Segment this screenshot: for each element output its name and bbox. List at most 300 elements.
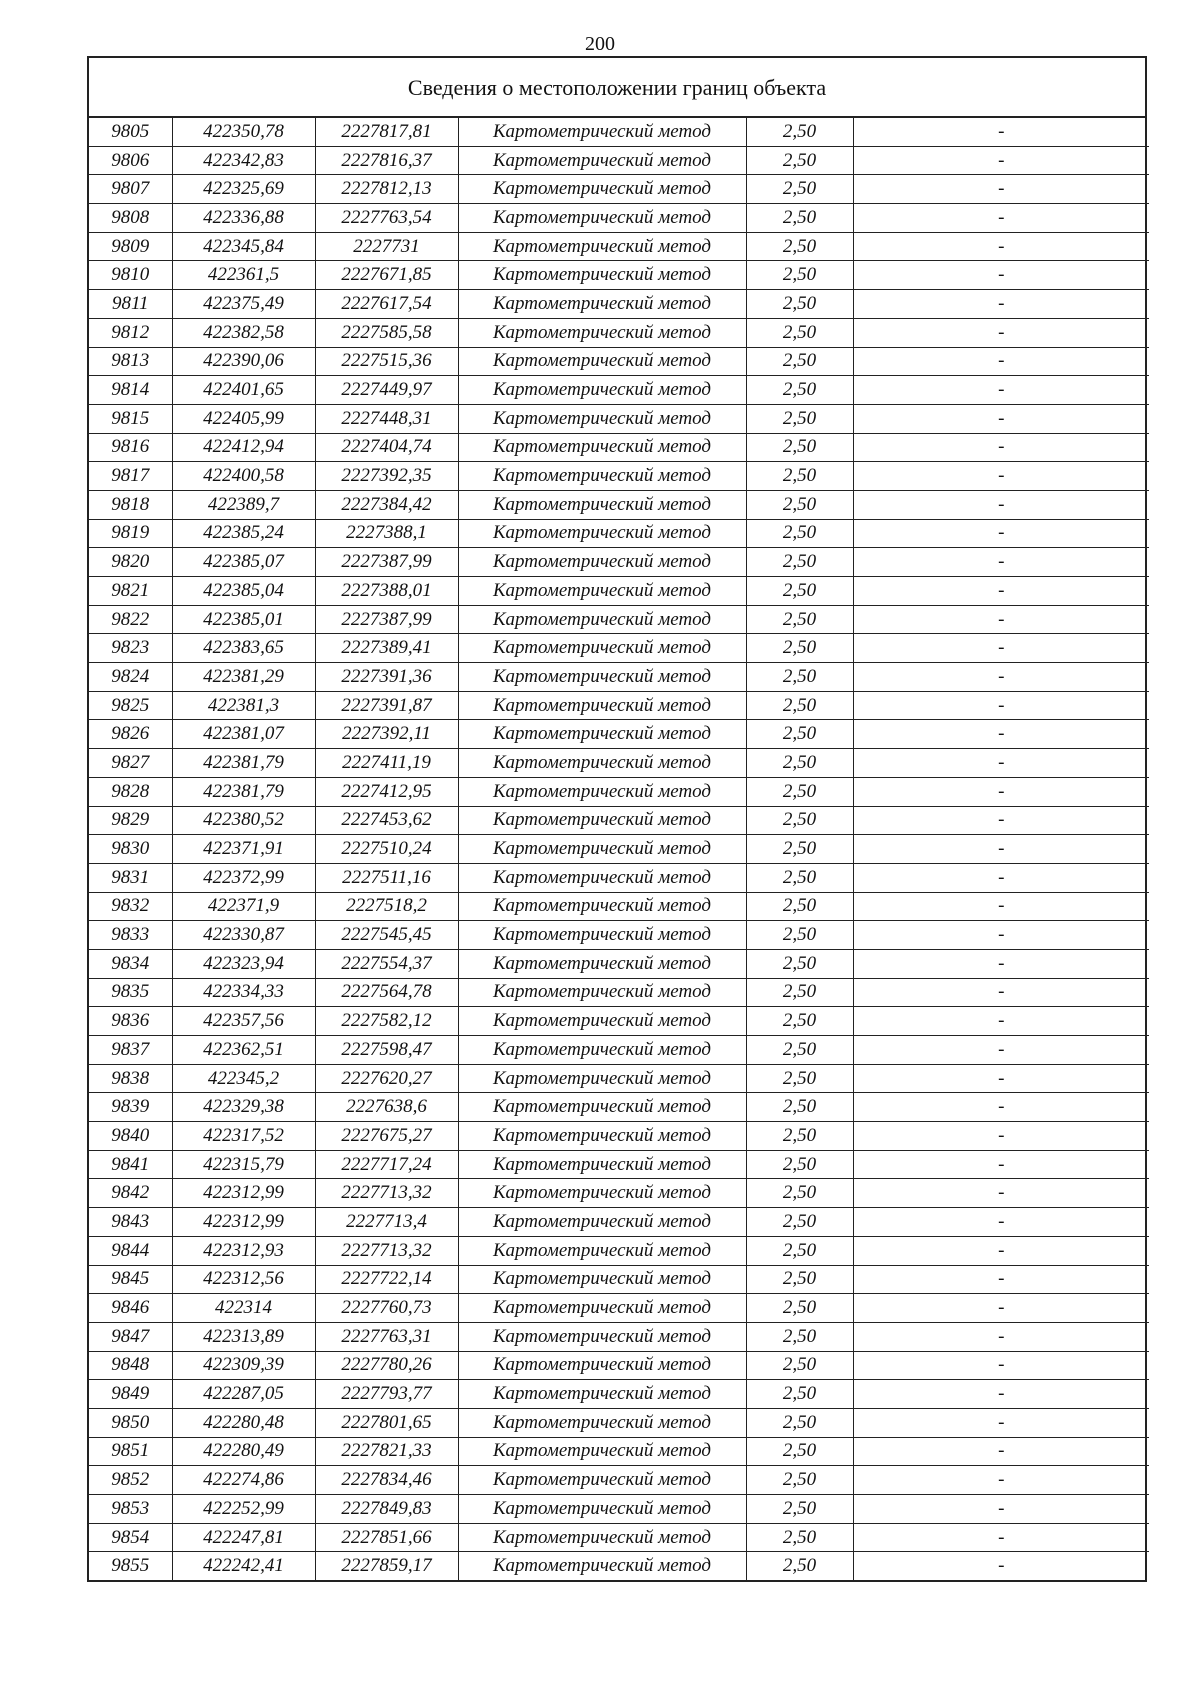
y-coordinate-cell: 2227387,99: [315, 548, 458, 577]
method-cell: Картометрический метод: [458, 519, 746, 548]
x-coordinate-cell: 422383,65: [172, 634, 315, 663]
accuracy-cell: 2,50: [746, 663, 853, 692]
y-coordinate-cell: 2227582,12: [315, 1007, 458, 1036]
point-number-cell: 9813: [89, 347, 172, 376]
table-row: [89, 1322, 1149, 1351]
accuracy-cell: 2,50: [746, 1093, 853, 1122]
x-coordinate-cell: 422317,52: [172, 1122, 315, 1151]
x-coordinate-cell: 422330,87: [172, 921, 315, 950]
x-coordinate-cell: 422280,48: [172, 1408, 315, 1437]
table-row: [89, 863, 1149, 892]
table-row: [89, 1380, 1149, 1409]
x-coordinate-cell: 422323,94: [172, 949, 315, 978]
x-coordinate-cell: 422314: [172, 1294, 315, 1323]
x-coordinate-cell: 422309,39: [172, 1351, 315, 1380]
method-cell: Картометрический метод: [458, 777, 746, 806]
table-body: [89, 118, 1149, 1580]
note-cell: -: [853, 1122, 1149, 1151]
y-coordinate-cell: 2227821,33: [315, 1437, 458, 1466]
y-coordinate-cell: 2227453,62: [315, 806, 458, 835]
x-coordinate-cell: 422342,83: [172, 146, 315, 175]
x-coordinate-cell: 422375,49: [172, 290, 315, 319]
point-number-cell: 9831: [89, 863, 172, 892]
y-coordinate-cell: 2227515,36: [315, 347, 458, 376]
y-coordinate-cell: 2227717,24: [315, 1150, 458, 1179]
y-coordinate-cell: 2227722,14: [315, 1265, 458, 1294]
table-row: [89, 634, 1149, 663]
accuracy-cell: 2,50: [746, 1208, 853, 1237]
accuracy-cell: 2,50: [746, 1179, 853, 1208]
accuracy-cell: 2,50: [746, 1036, 853, 1065]
point-number-cell: 9807: [89, 175, 172, 204]
note-cell: -: [853, 1064, 1149, 1093]
note-cell: -: [853, 318, 1149, 347]
point-number-cell: 9810: [89, 261, 172, 290]
accuracy-cell: 2,50: [746, 204, 853, 233]
accuracy-cell: 2,50: [746, 1150, 853, 1179]
point-number-cell: 9811: [89, 290, 172, 319]
table-row: [89, 204, 1149, 233]
coordinates-table: [89, 118, 1149, 1580]
method-cell: Картометрический метод: [458, 577, 746, 606]
point-number-cell: 9816: [89, 433, 172, 462]
point-number-cell: 9830: [89, 835, 172, 864]
y-coordinate-cell: 2227817,81: [315, 118, 458, 146]
point-number-cell: 9815: [89, 404, 172, 433]
point-number-cell: 9818: [89, 490, 172, 519]
point-number-cell: 9814: [89, 376, 172, 405]
table-row: [89, 261, 1149, 290]
method-cell: Картометрический метод: [458, 232, 746, 261]
x-coordinate-cell: 422381,29: [172, 663, 315, 692]
accuracy-cell: 2,50: [746, 490, 853, 519]
y-coordinate-cell: 2227389,41: [315, 634, 458, 663]
point-number-cell: 9828: [89, 777, 172, 806]
note-cell: -: [853, 290, 1149, 319]
method-cell: Картометрический метод: [458, 1007, 746, 1036]
y-coordinate-cell: 2227585,58: [315, 318, 458, 347]
table-row: [89, 1265, 1149, 1294]
table-row: [89, 404, 1149, 433]
note-cell: -: [853, 261, 1149, 290]
y-coordinate-cell: 2227638,6: [315, 1093, 458, 1122]
accuracy-cell: 2,50: [746, 749, 853, 778]
table-row: [89, 118, 1149, 146]
accuracy-cell: 2,50: [746, 290, 853, 319]
method-cell: Картометрический метод: [458, 892, 746, 921]
method-cell: Картометрический метод: [458, 1208, 746, 1237]
note-cell: -: [853, 634, 1149, 663]
method-cell: Картометрический метод: [458, 1495, 746, 1524]
x-coordinate-cell: 422389,7: [172, 490, 315, 519]
table-row: [89, 490, 1149, 519]
table-row: [89, 835, 1149, 864]
note-cell: -: [853, 1437, 1149, 1466]
x-coordinate-cell: 422312,99: [172, 1179, 315, 1208]
method-cell: Картометрический метод: [458, 462, 746, 491]
note-cell: -: [853, 490, 1149, 519]
y-coordinate-cell: 2227620,27: [315, 1064, 458, 1093]
accuracy-cell: 2,50: [746, 347, 853, 376]
y-coordinate-cell: 2227713,32: [315, 1236, 458, 1265]
point-number-cell: 9834: [89, 949, 172, 978]
table-row: [89, 1150, 1149, 1179]
method-cell: Картометрический метод: [458, 1064, 746, 1093]
method-cell: Картометрический метод: [458, 1351, 746, 1380]
table-row: [89, 1007, 1149, 1036]
accuracy-cell: 2,50: [746, 318, 853, 347]
note-cell: -: [853, 433, 1149, 462]
note-cell: -: [853, 347, 1149, 376]
x-coordinate-cell: 422371,9: [172, 892, 315, 921]
point-number-cell: 9848: [89, 1351, 172, 1380]
x-coordinate-cell: 422390,06: [172, 347, 315, 376]
table-row: [89, 663, 1149, 692]
x-coordinate-cell: 422325,69: [172, 175, 315, 204]
y-coordinate-cell: 2227834,46: [315, 1466, 458, 1495]
accuracy-cell: 2,50: [746, 577, 853, 606]
accuracy-cell: 2,50: [746, 1064, 853, 1093]
method-cell: Картометрический метод: [458, 1122, 746, 1151]
y-coordinate-cell: 2227671,85: [315, 261, 458, 290]
note-cell: -: [853, 548, 1149, 577]
point-number-cell: 9826: [89, 720, 172, 749]
y-coordinate-cell: 2227511,16: [315, 863, 458, 892]
note-cell: -: [853, 1523, 1149, 1552]
table-row: [89, 806, 1149, 835]
method-cell: Картометрический метод: [458, 404, 746, 433]
x-coordinate-cell: 422385,04: [172, 577, 315, 606]
accuracy-cell: 2,50: [746, 1552, 853, 1580]
method-cell: Картометрический метод: [458, 749, 746, 778]
note-cell: -: [853, 204, 1149, 233]
boundary-table: [87, 56, 1147, 1582]
point-number-cell: 9841: [89, 1150, 172, 1179]
note-cell: -: [853, 949, 1149, 978]
y-coordinate-cell: 2227801,65: [315, 1408, 458, 1437]
note-cell: -: [853, 404, 1149, 433]
y-coordinate-cell: 2227388,1: [315, 519, 458, 548]
table-row: [89, 462, 1149, 491]
accuracy-cell: 2,50: [746, 1351, 853, 1380]
method-cell: Картометрический метод: [458, 1466, 746, 1495]
point-number-cell: 9809: [89, 232, 172, 261]
table-row: [89, 1093, 1149, 1122]
accuracy-cell: 2,50: [746, 1437, 853, 1466]
table-row: [89, 1552, 1149, 1580]
note-cell: -: [853, 605, 1149, 634]
method-cell: Картометрический метод: [458, 175, 746, 204]
note-cell: -: [853, 1495, 1149, 1524]
y-coordinate-cell: 2227545,45: [315, 921, 458, 950]
x-coordinate-cell: 422381,79: [172, 777, 315, 806]
x-coordinate-cell: 422412,94: [172, 433, 315, 462]
point-number-cell: 9853: [89, 1495, 172, 1524]
method-cell: Картометрический метод: [458, 691, 746, 720]
table-row: [89, 1208, 1149, 1237]
table-row: [89, 1351, 1149, 1380]
accuracy-cell: 2,50: [746, 146, 853, 175]
y-coordinate-cell: 2227554,37: [315, 949, 458, 978]
x-coordinate-cell: 422380,52: [172, 806, 315, 835]
point-number-cell: 9833: [89, 921, 172, 950]
point-number-cell: 9840: [89, 1122, 172, 1151]
x-coordinate-cell: 422372,99: [172, 863, 315, 892]
accuracy-cell: 2,50: [746, 118, 853, 146]
x-coordinate-cell: 422312,93: [172, 1236, 315, 1265]
table-row: [89, 1122, 1149, 1151]
x-coordinate-cell: 422361,5: [172, 261, 315, 290]
y-coordinate-cell: 2227763,31: [315, 1322, 458, 1351]
method-cell: Картометрический метод: [458, 1236, 746, 1265]
note-cell: -: [853, 835, 1149, 864]
point-number-cell: 9806: [89, 146, 172, 175]
point-number-cell: 9851: [89, 1437, 172, 1466]
x-coordinate-cell: 422242,41: [172, 1552, 315, 1580]
method-cell: Картометрический метод: [458, 146, 746, 175]
x-coordinate-cell: 422350,78: [172, 118, 315, 146]
table-row: [89, 749, 1149, 778]
x-coordinate-cell: 422287,05: [172, 1380, 315, 1409]
x-coordinate-cell: 422405,99: [172, 404, 315, 433]
point-number-cell: 9825: [89, 691, 172, 720]
method-cell: Картометрический метод: [458, 1552, 746, 1580]
x-coordinate-cell: 422381,79: [172, 749, 315, 778]
note-cell: -: [853, 175, 1149, 204]
accuracy-cell: 2,50: [746, 605, 853, 634]
table-row: [89, 290, 1149, 319]
accuracy-cell: 2,50: [746, 404, 853, 433]
accuracy-cell: 2,50: [746, 1294, 853, 1323]
accuracy-cell: 2,50: [746, 1408, 853, 1437]
table-row: [89, 519, 1149, 548]
table-row: [89, 1523, 1149, 1552]
table-row: [89, 146, 1149, 175]
x-coordinate-cell: 422371,91: [172, 835, 315, 864]
accuracy-cell: 2,50: [746, 1007, 853, 1036]
accuracy-cell: 2,50: [746, 835, 853, 864]
x-coordinate-cell: 422252,99: [172, 1495, 315, 1524]
note-cell: -: [853, 577, 1149, 606]
table-row: [89, 347, 1149, 376]
note-cell: -: [853, 232, 1149, 261]
accuracy-cell: 2,50: [746, 261, 853, 290]
method-cell: Картометрический метод: [458, 1408, 746, 1437]
table-title: Сведения о местоположении границ объекта: [89, 58, 1145, 118]
method-cell: Картометрический метод: [458, 863, 746, 892]
point-number-cell: 9847: [89, 1322, 172, 1351]
x-coordinate-cell: 422312,99: [172, 1208, 315, 1237]
note-cell: -: [853, 777, 1149, 806]
note-cell: -: [853, 1007, 1149, 1036]
point-number-cell: 9824: [89, 663, 172, 692]
method-cell: Картометрический метод: [458, 204, 746, 233]
x-coordinate-cell: 422329,38: [172, 1093, 315, 1122]
y-coordinate-cell: 2227812,13: [315, 175, 458, 204]
y-coordinate-cell: 2227617,54: [315, 290, 458, 319]
x-coordinate-cell: 422247,81: [172, 1523, 315, 1552]
method-cell: Картометрический метод: [458, 605, 746, 634]
method-cell: Картометрический метод: [458, 1265, 746, 1294]
y-coordinate-cell: 2227816,37: [315, 146, 458, 175]
note-cell: -: [853, 1294, 1149, 1323]
point-number-cell: 9855: [89, 1552, 172, 1580]
accuracy-cell: 2,50: [746, 1466, 853, 1495]
x-coordinate-cell: 422385,07: [172, 548, 315, 577]
y-coordinate-cell: 2227731: [315, 232, 458, 261]
method-cell: Картометрический метод: [458, 376, 746, 405]
y-coordinate-cell: 2227388,01: [315, 577, 458, 606]
x-coordinate-cell: 422313,89: [172, 1322, 315, 1351]
point-number-cell: 9805: [89, 118, 172, 146]
accuracy-cell: 2,50: [746, 863, 853, 892]
method-cell: Картометрический метод: [458, 1322, 746, 1351]
accuracy-cell: 2,50: [746, 921, 853, 950]
point-number-cell: 9827: [89, 749, 172, 778]
method-cell: Картометрический метод: [458, 978, 746, 1007]
x-coordinate-cell: 422400,58: [172, 462, 315, 491]
method-cell: Картометрический метод: [458, 118, 746, 146]
y-coordinate-cell: 2227859,17: [315, 1552, 458, 1580]
accuracy-cell: 2,50: [746, 1495, 853, 1524]
note-cell: -: [853, 146, 1149, 175]
method-cell: Картометрический метод: [458, 1179, 746, 1208]
y-coordinate-cell: 2227675,27: [315, 1122, 458, 1151]
note-cell: -: [853, 1093, 1149, 1122]
point-number-cell: 9837: [89, 1036, 172, 1065]
table-row: [89, 175, 1149, 204]
point-number-cell: 9850: [89, 1408, 172, 1437]
accuracy-cell: 2,50: [746, 720, 853, 749]
x-coordinate-cell: 422345,2: [172, 1064, 315, 1093]
point-number-cell: 9829: [89, 806, 172, 835]
accuracy-cell: 2,50: [746, 232, 853, 261]
table-row: [89, 1466, 1149, 1495]
accuracy-cell: 2,50: [746, 1322, 853, 1351]
y-coordinate-cell: 2227564,78: [315, 978, 458, 1007]
y-coordinate-cell: 2227412,95: [315, 777, 458, 806]
y-coordinate-cell: 2227849,83: [315, 1495, 458, 1524]
x-coordinate-cell: 422362,51: [172, 1036, 315, 1065]
table-row: [89, 376, 1149, 405]
x-coordinate-cell: 422334,33: [172, 978, 315, 1007]
accuracy-cell: 2,50: [746, 691, 853, 720]
note-cell: -: [853, 1380, 1149, 1409]
point-number-cell: 9820: [89, 548, 172, 577]
note-cell: -: [853, 663, 1149, 692]
method-cell: Картометрический метод: [458, 806, 746, 835]
table-row: [89, 318, 1149, 347]
method-cell: Картометрический метод: [458, 1523, 746, 1552]
note-cell: -: [853, 921, 1149, 950]
y-coordinate-cell: 2227448,31: [315, 404, 458, 433]
y-coordinate-cell: 2227404,74: [315, 433, 458, 462]
table-row: [89, 232, 1149, 261]
note-cell: -: [853, 519, 1149, 548]
point-number-cell: 9852: [89, 1466, 172, 1495]
note-cell: -: [853, 892, 1149, 921]
accuracy-cell: 2,50: [746, 634, 853, 663]
method-cell: Картометрический метод: [458, 347, 746, 376]
point-number-cell: 9812: [89, 318, 172, 347]
method-cell: Картометрический метод: [458, 261, 746, 290]
point-number-cell: 9819: [89, 519, 172, 548]
y-coordinate-cell: 2227391,36: [315, 663, 458, 692]
x-coordinate-cell: 422345,84: [172, 232, 315, 261]
method-cell: Картометрический метод: [458, 290, 746, 319]
note-cell: -: [853, 1408, 1149, 1437]
point-number-cell: 9836: [89, 1007, 172, 1036]
note-cell: -: [853, 1179, 1149, 1208]
y-coordinate-cell: 2227598,47: [315, 1036, 458, 1065]
x-coordinate-cell: 422382,58: [172, 318, 315, 347]
accuracy-cell: 2,50: [746, 806, 853, 835]
point-number-cell: 9839: [89, 1093, 172, 1122]
table-row: [89, 1064, 1149, 1093]
point-number-cell: 9835: [89, 978, 172, 1007]
x-coordinate-cell: 422274,86: [172, 1466, 315, 1495]
method-cell: Картометрический метод: [458, 1093, 746, 1122]
note-cell: -: [853, 863, 1149, 892]
table-row: [89, 548, 1149, 577]
note-cell: -: [853, 462, 1149, 491]
y-coordinate-cell: 2227760,73: [315, 1294, 458, 1323]
point-number-cell: 9846: [89, 1294, 172, 1323]
point-number-cell: 9854: [89, 1523, 172, 1552]
y-coordinate-cell: 2227851,66: [315, 1523, 458, 1552]
table-row: [89, 1495, 1149, 1524]
x-coordinate-cell: 422315,79: [172, 1150, 315, 1179]
x-coordinate-cell: 422385,01: [172, 605, 315, 634]
x-coordinate-cell: 422280,49: [172, 1437, 315, 1466]
table-row: [89, 1408, 1149, 1437]
y-coordinate-cell: 2227449,97: [315, 376, 458, 405]
x-coordinate-cell: 422381,3: [172, 691, 315, 720]
x-coordinate-cell: 422357,56: [172, 1007, 315, 1036]
note-cell: -: [853, 376, 1149, 405]
accuracy-cell: 2,50: [746, 519, 853, 548]
table-row: [89, 978, 1149, 1007]
table-row: [89, 577, 1149, 606]
point-number-cell: 9845: [89, 1265, 172, 1294]
point-number-cell: 9843: [89, 1208, 172, 1237]
point-number-cell: 9838: [89, 1064, 172, 1093]
x-coordinate-cell: 422401,65: [172, 376, 315, 405]
x-coordinate-cell: 422312,56: [172, 1265, 315, 1294]
y-coordinate-cell: 2227387,99: [315, 605, 458, 634]
accuracy-cell: 2,50: [746, 175, 853, 204]
accuracy-cell: 2,50: [746, 1265, 853, 1294]
x-coordinate-cell: 422381,07: [172, 720, 315, 749]
table-row: [89, 921, 1149, 950]
point-number-cell: 9817: [89, 462, 172, 491]
method-cell: Картометрический метод: [458, 949, 746, 978]
table-row: [89, 1036, 1149, 1065]
method-cell: Картометрический метод: [458, 663, 746, 692]
y-coordinate-cell: 2227392,11: [315, 720, 458, 749]
table-row: [89, 720, 1149, 749]
note-cell: -: [853, 1322, 1149, 1351]
table-row: [89, 1236, 1149, 1265]
method-cell: Картометрический метод: [458, 1036, 746, 1065]
note-cell: -: [853, 1150, 1149, 1179]
point-number-cell: 9822: [89, 605, 172, 634]
note-cell: -: [853, 1236, 1149, 1265]
y-coordinate-cell: 2227713,32: [315, 1179, 458, 1208]
table-row: [89, 1294, 1149, 1323]
y-coordinate-cell: 2227793,77: [315, 1380, 458, 1409]
point-number-cell: 9821: [89, 577, 172, 606]
